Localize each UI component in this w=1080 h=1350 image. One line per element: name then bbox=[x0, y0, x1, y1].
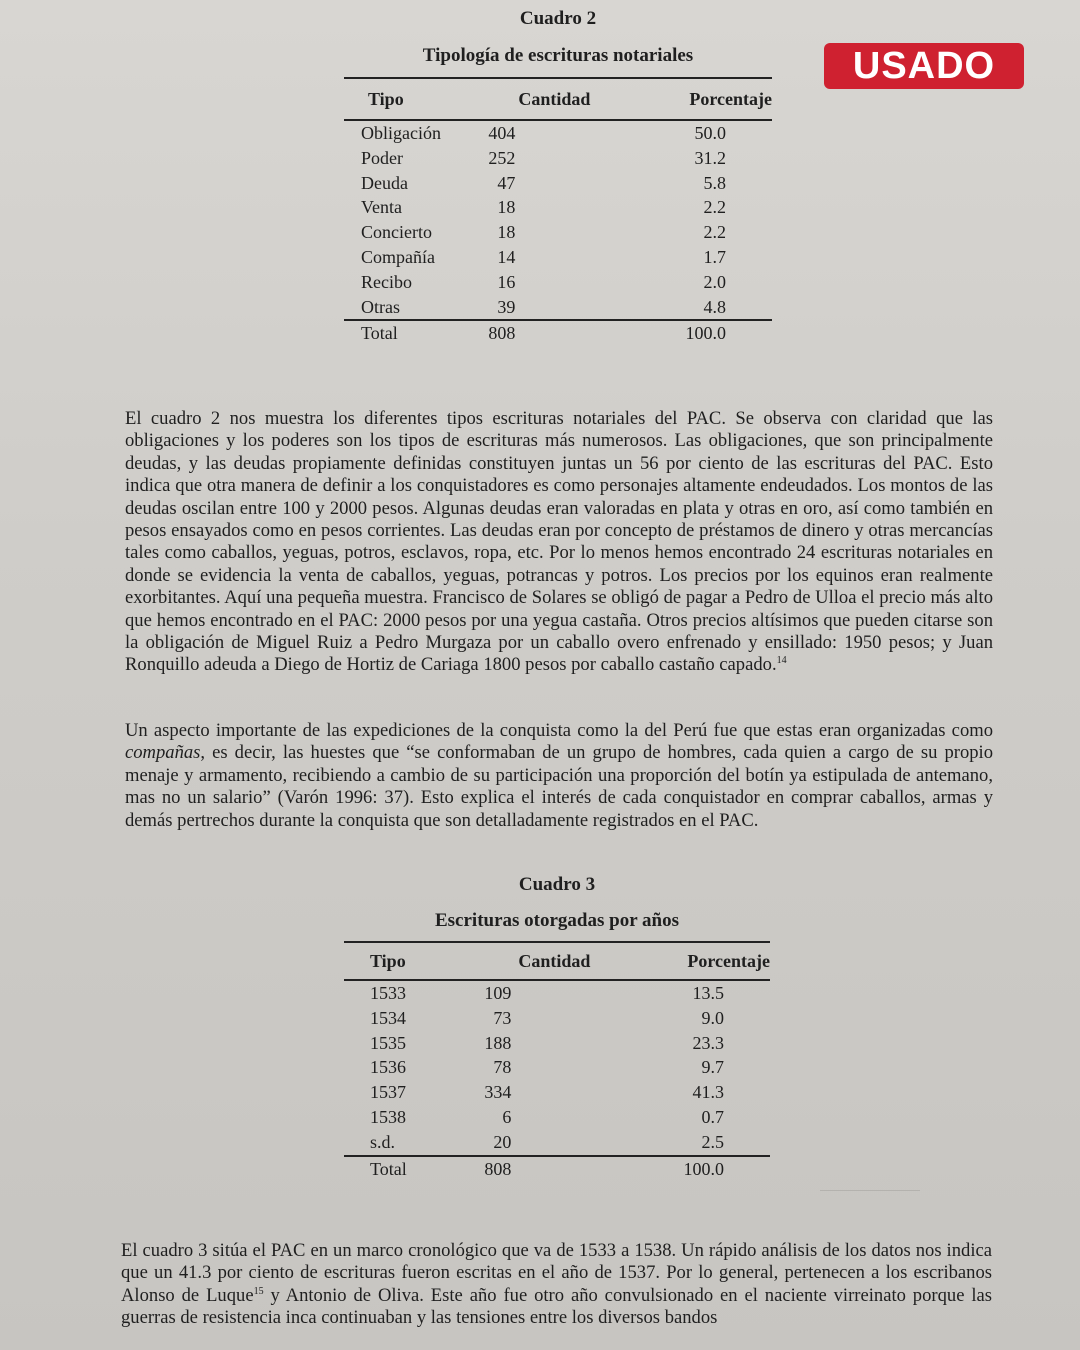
cell-cantidad: 334 bbox=[484, 1082, 512, 1103]
table-row bbox=[344, 1105, 770, 1130]
cell-year: 1536 bbox=[370, 1057, 406, 1078]
table-row bbox=[344, 120, 772, 146]
cell-total-label: Total bbox=[370, 1158, 407, 1179]
paragraph-2 bbox=[125, 720, 993, 832]
cell-year: 1537 bbox=[370, 1082, 406, 1103]
cell-porcentaje: 31.2 bbox=[694, 147, 726, 168]
cuadro-2-subtitle: Tipología de escrituras notariales bbox=[422, 45, 694, 66]
cell-total-porcentaje: 100.0 bbox=[685, 323, 726, 344]
cell-cantidad: 47 bbox=[497, 172, 516, 193]
cell-porcentaje: 2.0 bbox=[703, 271, 726, 292]
cell-porcentaje: 2.2 bbox=[703, 222, 726, 243]
cell-year: s.d. bbox=[370, 1131, 396, 1152]
table-header-row bbox=[344, 78, 772, 120]
cell-porcentaje: 9.7 bbox=[701, 1057, 724, 1078]
cell-cantidad: 39 bbox=[497, 296, 516, 317]
cell-total-cantidad: 808 bbox=[488, 323, 516, 344]
table-row bbox=[344, 171, 772, 196]
paragraph-2-italic: compañas bbox=[125, 742, 201, 764]
cell-porcentaje: 9.0 bbox=[701, 1007, 724, 1028]
cell-total-porcentaje: 100.0 bbox=[683, 1158, 724, 1179]
cuadro-3-title: Cuadro 3 bbox=[518, 874, 596, 895]
cell-cantidad: 188 bbox=[484, 1032, 512, 1053]
cuadro-2 bbox=[344, 8, 772, 346]
cell-tipo: Deuda bbox=[361, 172, 408, 193]
cell-tipo: Otras bbox=[361, 296, 400, 317]
cell-cantidad: 109 bbox=[484, 983, 512, 1003]
cell-porcentaje: 13.5 bbox=[692, 983, 724, 1003]
table-header-row bbox=[344, 942, 770, 980]
cell-tipo: Concierto bbox=[361, 222, 432, 243]
cell-total-label: Total bbox=[361, 323, 398, 344]
table-row bbox=[344, 1130, 770, 1156]
cell-porcentaje: 41.3 bbox=[692, 1082, 724, 1103]
table-row bbox=[344, 245, 772, 270]
table-row bbox=[344, 195, 772, 220]
cell-cantidad: 20 bbox=[493, 1131, 512, 1152]
table-total-row bbox=[344, 1156, 770, 1182]
cell-porcentaje: 2.5 bbox=[701, 1131, 724, 1152]
paragraph-1-text: El cuadro 2 nos muestra los diferentes tipos escrituras notariales del PAC. Se observa con claridad que las obligaciones y los poderes son los tipos de escrituras más numerosos. Las obligaciones, que son principalmente deudas, y las deudas propiamente definidas constituyen juntas un 56 por ciento de las escrituras del PAC. Esto indica que otra manera de definir a los conquistadores es como personajes altamente endeudados. Los montos de las deudas oscilan entre 100 y 2000 pesos. Algunas deudas eran valoradas en plata y otras en oro, así como también en pesos ensayados como en pesos corrientes. Las deudas eran por concepto de préstamos de dinero y otras mercancías tales como caballos, yeguas, potros, esclavos, ropa, etc. Por lo menos hemos encontrado 24 escrituras notariales en donde se evidencia la venta de caballos, yeguas, potrancas y potros. Los precios por los equinos eran realmente exorbitantes. Aquí una pequeña muestra. Francisco de Solares se obligó de pagar a Pedro de Ulloa el precio más alto que hemos encontrado en el PAC: 2000 pesos por una yegua castaña. Otros precios altísimos que pueden citarse son la obligación de Miguel Ruiz a Pedro Murgaza por un caballo overo enfrenado y ensillado: 1950 pesos; y Juan Ronquillo adeuda a Diego de Hortiz de Cariaga 1800 pesos por caballo castaño capado. bbox=[125, 408, 993, 676]
cell-porcentaje: 50.0 bbox=[694, 123, 726, 143]
cell-total-cantidad: 808 bbox=[484, 1158, 512, 1179]
table-row bbox=[344, 295, 772, 321]
footnote-divider bbox=[820, 1190, 920, 1191]
cuadro-3-subtitle: Escrituras otorgadas por años bbox=[434, 910, 680, 931]
table-row bbox=[344, 1080, 770, 1105]
cell-cantidad: 16 bbox=[497, 271, 516, 292]
cell-tipo: Obligación bbox=[361, 123, 441, 143]
cell-year: 1538 bbox=[370, 1106, 406, 1127]
header-porcentaje: Porcentaje bbox=[687, 950, 770, 971]
cell-tipo: Poder bbox=[361, 147, 403, 168]
paragraph-3-text-a: El cuadro 3 sitúa el PAC en un marco cronológico que va de 1533 a 1538. Un rápido análisis de los datos nos indica que un 41.3 por ciento de escrituras fueron escritas en el año de 1537. Por lo general, pertenecen a los escribanos Alonso de Luque bbox=[121, 1240, 992, 1306]
table-row bbox=[344, 146, 772, 171]
cell-cantidad: 6 bbox=[502, 1106, 512, 1127]
used-badge: USADO bbox=[824, 43, 1024, 89]
paragraph-3-text-b: y Antonio de Oliva. Este año fue otro año convulsionado en el naciente virreinato porque las guerras de resistencia inca continuaban y las tensiones entre los diversos bandos bbox=[121, 1284, 992, 1329]
cuadro-2-title: Cuadro 2 bbox=[519, 8, 597, 29]
footnote-mark-15: 15 bbox=[253, 1285, 264, 1297]
cell-porcentaje: 2.2 bbox=[703, 197, 726, 218]
table-row bbox=[344, 980, 770, 1006]
cell-tipo: Venta bbox=[361, 197, 402, 218]
paragraph-2-text-a: Un aspecto importante de las expediciones de la conquista como la del Perú fue que estas eran organizadas como bbox=[125, 720, 993, 741]
cell-cantidad: 18 bbox=[497, 222, 516, 243]
footnote-mark-14: 14 bbox=[776, 655, 787, 667]
cell-cantidad: 78 bbox=[493, 1057, 512, 1078]
cell-porcentaje: 4.8 bbox=[703, 296, 726, 317]
header-cantidad: Cantidad bbox=[518, 88, 591, 109]
header-tipo: Tipo bbox=[368, 88, 404, 109]
cell-year: 1534 bbox=[370, 1007, 406, 1028]
paragraph-3 bbox=[121, 1240, 992, 1330]
header-cantidad: Cantidad bbox=[518, 950, 591, 971]
cell-porcentaje: 0.7 bbox=[701, 1106, 724, 1127]
table-row bbox=[344, 1031, 770, 1056]
paragraph-2-text-b: , es decir, las huestes que “se conformaban de un grupo de hombres, cada quien a cargo de su propio menaje y armamento, recibiendo a cambio de su participación una proporción del botín ya estipulada de antemano, mas no un salario” (Varón 1996: 37). Esto explica el interés de cada conquistador en comprar caballos, armas y demás pertrechos durante la conquista que son detalladamente registrados en el PAC. bbox=[125, 742, 993, 831]
cell-tipo: Recibo bbox=[361, 271, 412, 292]
header-porcentaje: Porcentaje bbox=[689, 88, 772, 109]
cell-porcentaje: 23.3 bbox=[692, 1032, 724, 1053]
cell-cantidad: 404 bbox=[488, 123, 516, 143]
cell-year: 1535 bbox=[370, 1032, 406, 1053]
cuadro-3 bbox=[344, 874, 770, 1181]
cuadro-2-table bbox=[344, 77, 772, 346]
cell-year: 1533 bbox=[370, 983, 406, 1003]
table-row bbox=[344, 220, 772, 245]
cell-cantidad: 18 bbox=[497, 197, 516, 218]
cell-cantidad: 252 bbox=[488, 147, 516, 168]
cell-tipo: Compañía bbox=[361, 246, 435, 267]
table-total-row bbox=[344, 320, 772, 346]
cell-porcentaje: 1.7 bbox=[703, 246, 726, 267]
cuadro-3-table bbox=[344, 941, 770, 1181]
table-row bbox=[344, 1055, 770, 1080]
cell-cantidad: 14 bbox=[497, 246, 516, 267]
paragraph-1 bbox=[125, 408, 993, 677]
table-row bbox=[344, 270, 772, 295]
table-row bbox=[344, 1006, 770, 1031]
cell-porcentaje: 5.8 bbox=[703, 172, 726, 193]
header-tipo: Tipo bbox=[370, 950, 406, 971]
cell-cantidad: 73 bbox=[493, 1007, 512, 1028]
